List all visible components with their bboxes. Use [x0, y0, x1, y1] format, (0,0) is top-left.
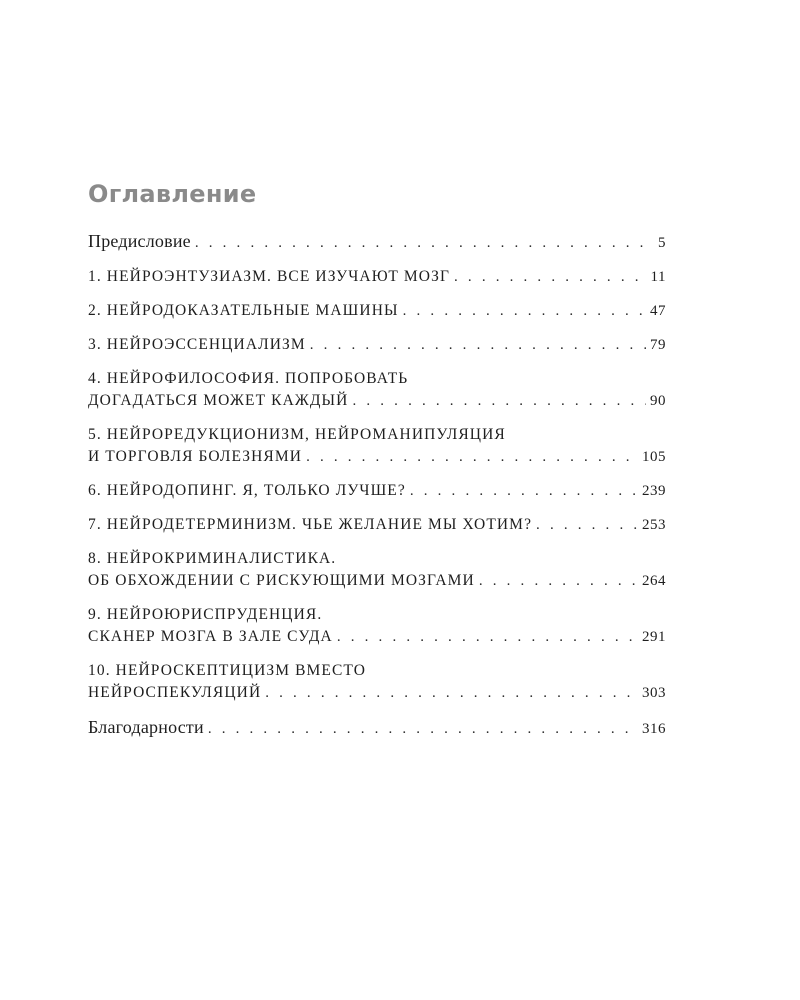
toc-page-number: 105: [642, 449, 666, 465]
toc-entry-title: 2. НЕЙРОДОКАЗАТЕЛЬНЫЕ МАШИНЫ: [88, 302, 399, 319]
toc-page-number: 239: [642, 483, 666, 499]
toc-entry-title: ОБ ОБХОЖДЕНИИ С РИСКУЮЩИМИ МОЗГАМИ: [88, 572, 475, 589]
toc-entry-title: ДОГАДАТЬСЯ МОЖЕТ КАЖДЫЙ: [88, 392, 349, 409]
toc-entry[interactable]: [88, 660, 666, 704]
toc-entry[interactable]: [88, 300, 666, 322]
dot-leader: [410, 480, 638, 502]
toc-entry-title: 5. НЕЙРОРЕДУКЦИОНИЗМ, НЕЙРОМАНИПУЛЯЦИЯ: [88, 426, 506, 443]
toc-entry-title: И ТОРГОВЛЯ БОЛЕЗНЯМИ: [88, 448, 303, 465]
toc-entry-title: 6. НЕЙРОДОПИНГ. Я, ТОЛЬКО ЛУЧШЕ?: [88, 482, 406, 499]
dot-leader: [403, 300, 646, 322]
toc-entry[interactable]: [88, 424, 666, 468]
toc-entry-title: 7. НЕЙРОДЕТЕРМИНИЗМ. ЧЬЕ ЖЕЛАНИЕ МЫ ХОТИМ?: [88, 516, 533, 533]
dot-leader: [195, 232, 654, 254]
toc-page-number: 291: [642, 629, 666, 645]
dot-leader: [352, 390, 646, 412]
toc-page-number: 5: [658, 235, 666, 251]
page-title: Оглавление: [88, 180, 257, 208]
toc-entry-title: 4. НЕЙРОФИЛОСОФИЯ. ПОПРОБОВАТЬ: [88, 370, 409, 387]
toc-entry[interactable]: [88, 604, 666, 648]
toc-page-number: 90: [650, 393, 666, 409]
toc-entry[interactable]: [88, 230, 666, 254]
toc-entry[interactable]: [88, 548, 666, 592]
dot-leader: [479, 570, 638, 592]
toc-page-number: 47: [650, 303, 666, 319]
toc-entry-title: 9. НЕЙРОЮРИСПРУДЕНЦИЯ.: [88, 606, 323, 623]
dot-leader: [454, 266, 647, 288]
toc-page-number: 316: [642, 721, 666, 737]
toc-entry-title: 8. НЕЙРОКРИМИНАЛИСТИКА.: [88, 550, 337, 567]
toc-page-number: 303: [642, 685, 666, 701]
dot-leader: [310, 334, 646, 356]
toc-entry-title: 3. НЕЙРОЭССЕНЦИАЛИЗМ: [88, 336, 306, 353]
toc-entry[interactable]: [88, 334, 666, 356]
toc-entry-title: 1. НЕЙРОЭНТУЗИАЗМ. ВСЕ ИЗУЧАЮТ МОЗГ: [88, 268, 451, 285]
toc-entry[interactable]: [88, 716, 666, 740]
toc-page-number: 253: [642, 517, 666, 533]
toc-page-number: 11: [650, 269, 666, 285]
toc-entry-title: СКАНЕР МОЗГА В ЗАЛЕ СУДА: [88, 628, 333, 645]
toc-entry[interactable]: [88, 514, 666, 536]
toc-entry-title: 10. НЕЙРОСКЕПТИЦИЗМ ВМЕСТО: [88, 662, 367, 679]
toc-entry[interactable]: [88, 266, 666, 288]
toc-entry[interactable]: [88, 368, 666, 412]
toc-entry-title: НЕЙРОСПЕКУЛЯЦИЙ: [88, 684, 262, 701]
table-of-contents: [88, 230, 666, 752]
toc-page-number: 264: [642, 573, 666, 589]
dot-leader: [208, 718, 638, 740]
toc-page-number: 79: [650, 337, 666, 353]
toc-entry-title: Предисловие: [88, 231, 191, 251]
dot-leader: [306, 446, 638, 468]
dot-leader: [536, 514, 638, 536]
toc-entry[interactable]: [88, 480, 666, 502]
dot-leader: [337, 626, 638, 648]
toc-entry-title: Благодарности: [88, 717, 204, 737]
dot-leader: [265, 682, 638, 704]
